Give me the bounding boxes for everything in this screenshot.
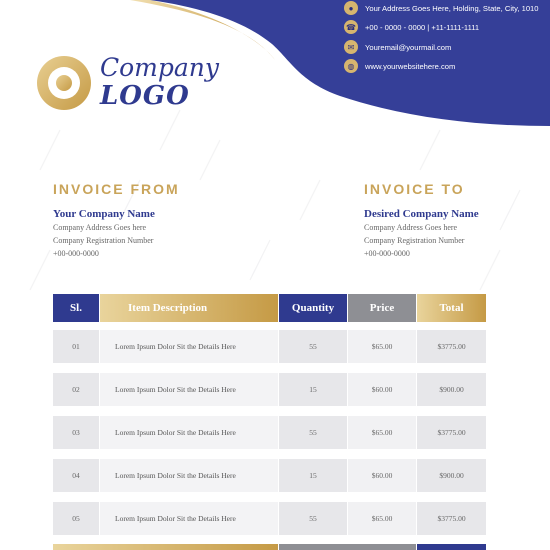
- globe-icon: ◍: [344, 59, 358, 73]
- location-pin-icon: ●: [344, 1, 358, 15]
- header-price: Price: [348, 294, 416, 322]
- invoice-to-heading: INVOICE TO: [364, 181, 465, 197]
- cell-quantity: 55: [279, 330, 347, 363]
- contact-website: ◍ www.yourwebsitehere.com: [344, 59, 455, 73]
- invoice-from-address: Company Address Goes here: [53, 223, 147, 232]
- invoice-from-phone: +00-000-0000: [53, 249, 99, 258]
- logo-line-2: LOGO: [100, 81, 190, 111]
- phone-icon: ☎: [344, 20, 358, 34]
- invoice-from-name: Your Company Name: [53, 208, 155, 220]
- cell-quantity: 55: [279, 416, 347, 449]
- cell-total: $900.00: [417, 373, 486, 406]
- invoice-from: [53, 181, 180, 258]
- invoice-from-heading: INVOICE FROM: [53, 181, 180, 197]
- invoice-from-registration: Company Registration Number: [53, 236, 154, 245]
- cell-total: $3775.00: [417, 502, 486, 535]
- logo-mark: [35, 54, 93, 112]
- cell-sl: 04: [53, 459, 99, 492]
- invoice-to-phone: +00-000-0000: [364, 249, 410, 258]
- contact-address: ● Your Address Goes Here, Holding, State, City, 1010: [344, 1, 539, 15]
- cell-description: Lorem Ipsum Dolor Sit the Details Here: [100, 459, 278, 492]
- invoice-to-registration: Company Registration Number: [364, 236, 465, 245]
- envelope-icon: ✉: [344, 40, 358, 54]
- cell-total: $900.00: [417, 459, 486, 492]
- cell-total: $3775.00: [417, 416, 486, 449]
- cell-quantity: 55: [279, 502, 347, 535]
- cell-description: Lorem Ipsum Dolor Sit the Details Here: [100, 416, 278, 449]
- footer-bar-navy: [417, 544, 486, 550]
- cell-description: Lorem Ipsum Dolor Sit the Details Here: [100, 373, 278, 406]
- contact-phone: ☎ +00 - 0000 - 0000 | +11-1111-1111: [344, 20, 479, 34]
- header-total: Total: [417, 294, 486, 322]
- logo-wordmark: [100, 54, 219, 110]
- invoice-to: [364, 181, 479, 258]
- invoice-to-address: Company Address Goes here: [364, 223, 458, 232]
- header-sl: Sl.: [53, 294, 99, 322]
- footer-bar-grey: [279, 544, 416, 550]
- cell-price: $60.00: [348, 373, 416, 406]
- footer-bar-gold: [53, 544, 278, 550]
- cell-sl: 02: [53, 373, 99, 406]
- invoice-to-name: Desired Company Name: [364, 208, 479, 220]
- contact-email: ✉ Youremail@yourmail.com: [344, 40, 451, 54]
- cell-total: $3775.00: [417, 330, 486, 363]
- cell-price: $65.00: [348, 330, 416, 363]
- header-description: Item Description: [100, 294, 278, 322]
- header-quantity: Quantity: [279, 294, 347, 322]
- logo-line-1: Company: [100, 53, 220, 82]
- cell-price: $65.00: [348, 502, 416, 535]
- cell-price: $65.00: [348, 416, 416, 449]
- cell-quantity: 15: [279, 459, 347, 492]
- cell-quantity: 15: [279, 373, 347, 406]
- cell-sl: 03: [53, 416, 99, 449]
- cell-sl: 05: [53, 502, 99, 535]
- cell-description: Lorem Ipsum Dolor Sit the Details Here: [100, 330, 278, 363]
- cell-sl: 01: [53, 330, 99, 363]
- cell-description: Lorem Ipsum Dolor Sit the Details Here: [100, 502, 278, 535]
- cell-price: $60.00: [348, 459, 416, 492]
